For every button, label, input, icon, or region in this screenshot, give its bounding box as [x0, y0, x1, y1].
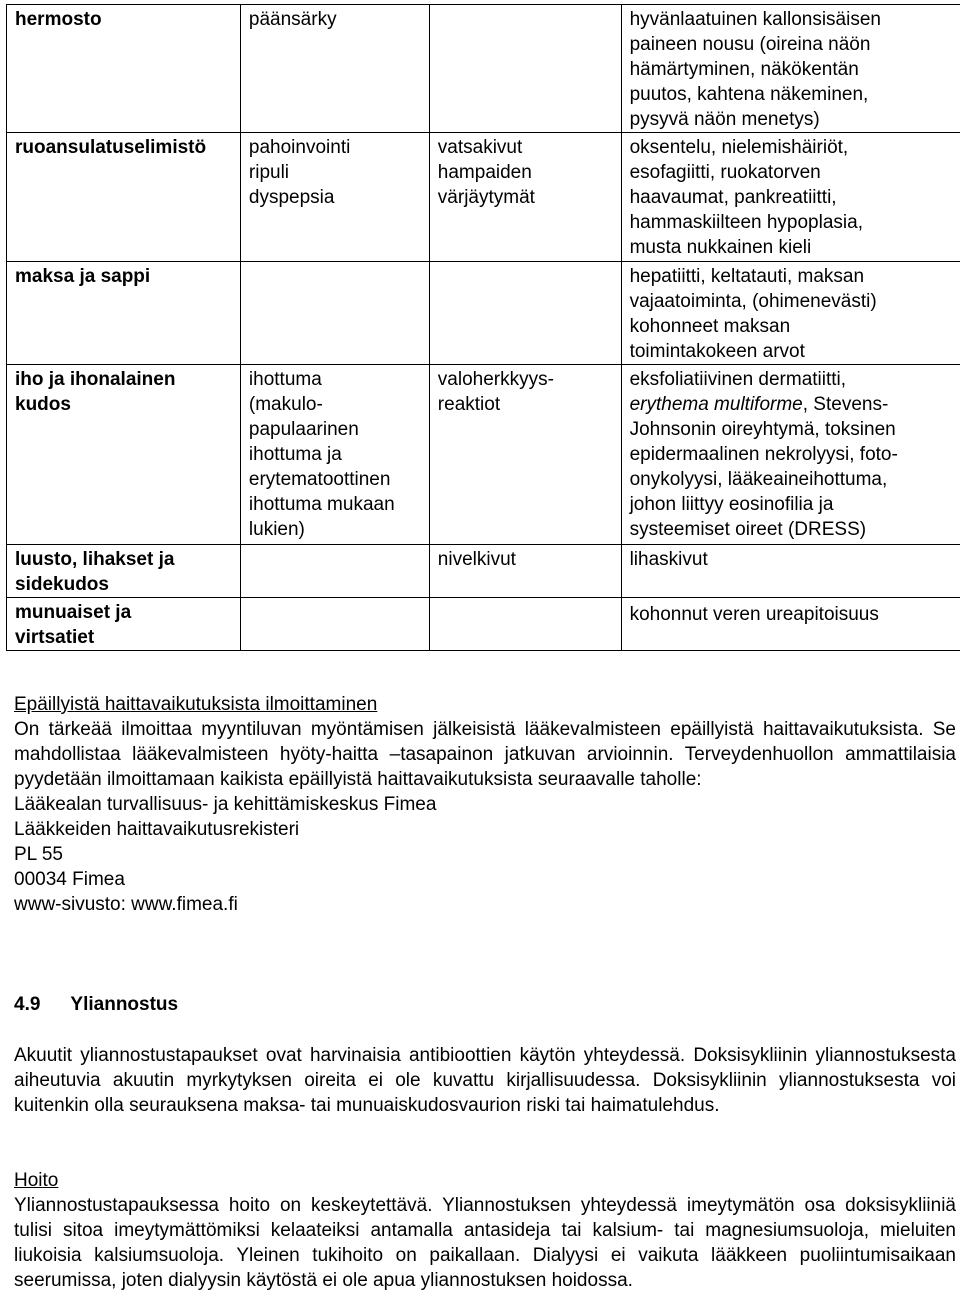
uncommon-cell	[429, 262, 621, 365]
organ-class-cell: ruoansulatuselimistö	[7, 133, 241, 262]
adverse-effects-table	[6, 4, 960, 651]
website-line: www-sivusto: www.fimea.fi	[14, 894, 238, 915]
table-row	[7, 365, 960, 545]
common-cell	[240, 262, 429, 365]
common-cell: päänsärky	[240, 5, 429, 133]
section-heading	[14, 992, 956, 1017]
cell-text: eksfoliatiivinen dermatiitti,	[629, 369, 847, 390]
organ-class-cell: iho ja ihonalainen kudos	[7, 365, 241, 545]
reporting-heading: Epäillyistä haittavaikutuksista ilmoittaminen	[14, 694, 378, 715]
address-line: Lääkealan turvallisuus- ja kehittämiskeskus Fimea	[14, 794, 437, 815]
organ-class-cell: luusto, lihakset ja sidekudos	[7, 545, 241, 598]
address-line: Lääkkeiden haittavaikutusrekisteri	[14, 819, 300, 840]
common-cell	[240, 545, 429, 598]
uncommon-cell	[429, 5, 621, 133]
table-row	[7, 262, 960, 365]
overdose-paragraph: Akuutit yliannostustapaukset ovat harvinaisia antibioottien käytön yhteydessä. Doksisykliinin yliannostuksesta aiheutuvia akuutin myrkytyksen oireita ei ole kuvattu kirjallisuudessa. Doksisykliinin yliannostuksesta voi kuitenkin olla seurauksena maksa- tai munuaiskudosvaurion riski tai haimatulehdus.	[14, 1045, 956, 1116]
organ-class-cell: munuaiset ja virtsatiet	[7, 598, 241, 651]
unknown-freq-cell: lihaskivut	[621, 545, 960, 598]
uncommon-cell: nivelkivut	[429, 545, 621, 598]
adverse-reporting-section	[14, 692, 956, 917]
section-title: Yliannostus	[70, 994, 179, 1015]
common-cell	[240, 598, 429, 651]
unknown-freq-cell: hepatiitti, keltatauti, maksan vajaatoiminta, (ohimenevästi) kohonneet maksan toimintakokeen arvot	[621, 262, 960, 365]
common-cell: ihottuma (makulo- papulaarinen ihottuma ja erytematoottinen ihottuma mukaan lukien)	[240, 365, 429, 545]
unknown-freq-cell	[621, 365, 960, 545]
table-row	[7, 133, 960, 262]
cell-text: , Stevens- Johnsonin oireyhtymä, toksinen epidermaalinen nekrolyysi, foto- onykolyysi, lääkeaineihottuma, johon liittyy eosinofilia ja systeemiset oireet (DRESS)	[629, 394, 898, 540]
organ-class-cell: maksa ja sappi	[7, 262, 241, 365]
address-line: 00034 Fimea	[14, 869, 125, 890]
italic-term: erythema multiforme	[629, 394, 803, 415]
uncommon-cell: vatsakivut hampaiden värjäytymät	[429, 133, 621, 262]
treatment-paragraph: Yliannostustapauksessa hoito on keskeytettävä. Yliannostuksen yhteydessä imeytymätön osa doksisykliiniä tulisi sitoa imeytymättömiksi kelaateiksi antamalla antasideja tai kalsium- tai magnesiumsuoloja, mieluiten liukoisia kalsiumsuoloja. Yleinen tukihoito on paikallaan. Dialyysi ei vaikuta lääkkeen puoliintumisaikaan seerumissa, joten dialyysin käytöstä ei ole apua yliannostuksen hoidossa.	[14, 1195, 956, 1291]
uncommon-cell: valoherkkyys- reaktiot	[429, 365, 621, 545]
unknown-freq-cell: oksentelu, nielemishäiriöt, esofagiitti, ruokatorven haavaumat, pankreatiitti, hammaskiilteen hypoplasia, musta nukkainen kieli	[621, 133, 960, 262]
uncommon-cell	[429, 598, 621, 651]
reporting-paragraph: On tärkeää ilmoittaa myyntiluvan myöntämisen jälkeisistä lääkevalmisteen epäillyistä haittavaikutuksista. Se mahdollistaa lääkevalmisteen hyöty-haitta –tasapainon jatkuvan arvioinnin. Terveydenhuollon ammattilaisia pyydetään ilmoittamaan kaikista epäillyistä haittavaikutuksista seuraavalle taholle:	[14, 719, 956, 790]
table-row	[7, 598, 960, 651]
unknown-freq-cell: kohonnut veren ureapitoisuus	[621, 598, 960, 651]
table-row	[7, 545, 960, 598]
address-line: PL 55	[14, 844, 63, 865]
treatment-heading: Hoito	[14, 1170, 59, 1191]
common-cell: pahoinvointi ripuli dyspepsia	[240, 133, 429, 262]
section-number: 4.9	[14, 994, 41, 1015]
unknown-freq-cell: hyvänlaatuinen kallonsisäisen paineen nousu (oireina näön hämärtyminen, näkökentän puutos, kahtena näkeminen, pysyvä näön menetys)	[621, 5, 960, 133]
table-row	[7, 5, 960, 133]
organ-class-cell: hermosto	[7, 5, 241, 133]
